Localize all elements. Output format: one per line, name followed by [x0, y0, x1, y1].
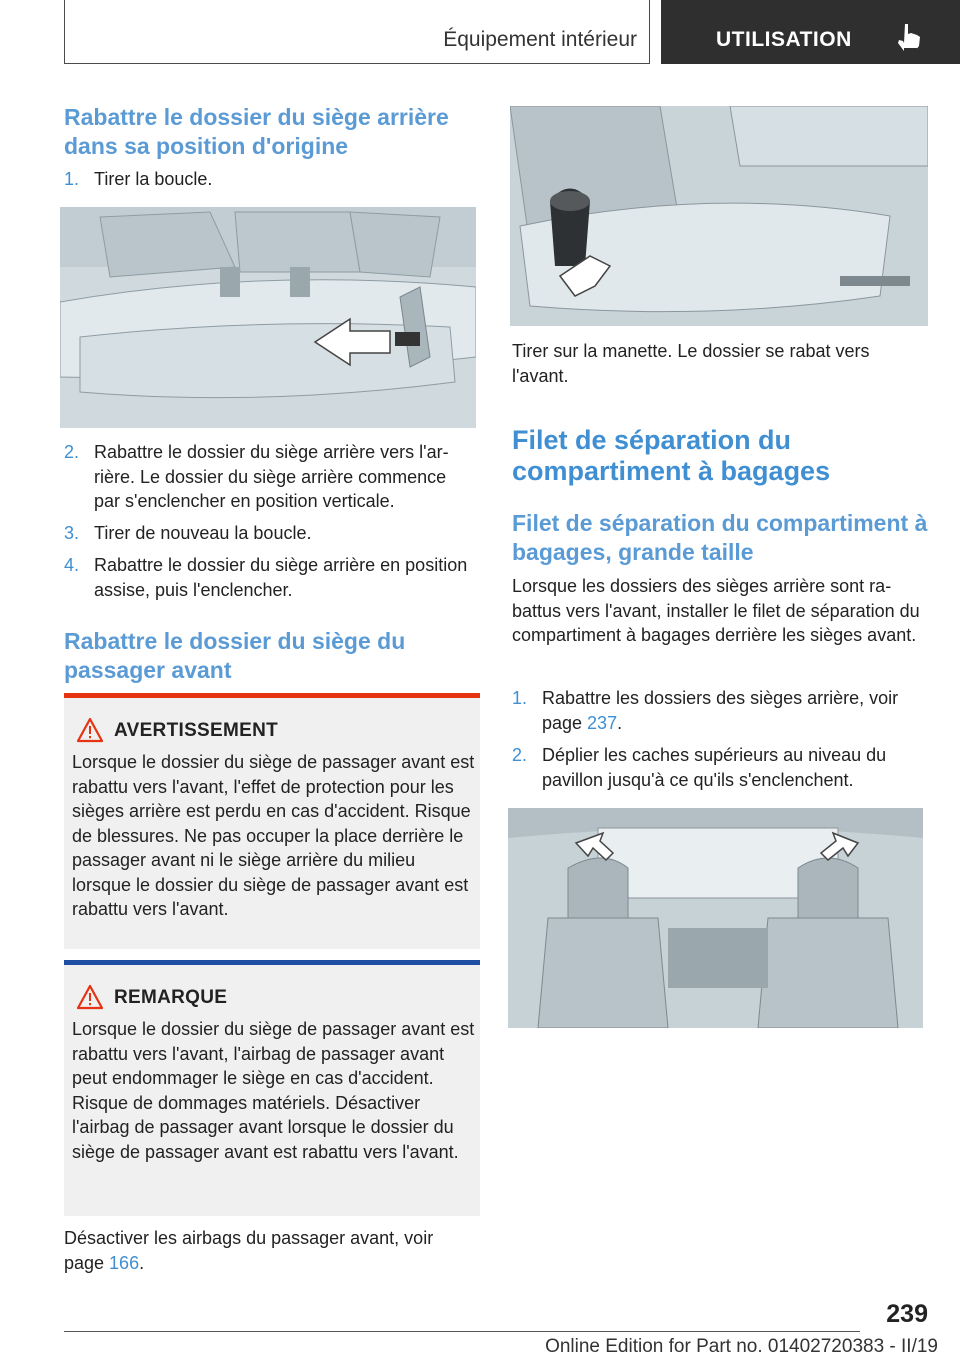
footer-edition: Online Edition for Part no. 01402720383 - II/19 — [545, 1336, 938, 1357]
step-number: 2. — [512, 745, 528, 765]
list-item — [64, 440, 474, 514]
header-chapter-tab — [661, 0, 960, 64]
header-section-tab — [64, 0, 650, 64]
list-item — [64, 167, 474, 192]
list-item — [64, 521, 474, 546]
lever-caption: Tirer sur la manette. Le dossier se rabat vers l'avant. — [512, 341, 870, 386]
step-text: Rabattre le dossier du siège arrière vers l'arrière. Le dossier du siège arrière commence par s'enclencher en position verticale. — [94, 442, 449, 511]
step-text: Tirer la boucle. — [94, 169, 213, 189]
heading-front-passenger-seat: Rabattre le dossier du siège du passager avant — [64, 628, 406, 683]
note-title: REMARQUE — [114, 987, 228, 1008]
warning-box — [64, 693, 480, 949]
page-link-237[interactable]: 237 — [587, 712, 618, 733]
list-item — [512, 743, 922, 793]
step-text: Rabattre les dossiers des sièges arrière, voir page — [542, 688, 899, 733]
warning-title: AVERTISSEMENT — [114, 720, 279, 741]
note-box — [64, 960, 480, 1216]
hand-pointer-icon — [895, 22, 923, 52]
footer-rule — [64, 1331, 860, 1332]
header-section-title: Équipement intérieur — [443, 28, 637, 51]
step-number: 2. — [64, 442, 80, 462]
warning-triangle-icon — [76, 984, 104, 1010]
list-item: 1. Rabattre les dossiers des sièges arrière, voir page 237. — [512, 688, 899, 733]
page-link-166[interactable]: 166 — [109, 1252, 140, 1273]
step-number: 4. — [64, 555, 80, 575]
step-number: 3. — [64, 523, 80, 543]
front-seat-lever-illustration — [510, 106, 928, 326]
note-text: Lorsque le dossier du siège de passager avant est rabattu vers l'avant, l'airbag de passager avant peut endommager le siège en cas d'accident. Risque de dommages matériels. Désactiver l'airbag de passager avant lorsque le dossier du siège de passager avant est rabattu vers l'avant. — [72, 1019, 475, 1162]
step-number: 1. — [512, 688, 528, 708]
page-number: 239 — [886, 1300, 928, 1328]
header-chapter-title: UTILISATION — [716, 28, 852, 51]
list-item — [64, 553, 474, 603]
luggage-net-intro: Lorsque les dossiers des sièges arrière sont rabattus vers l'avant, installer le filet de séparation du compartiment à bagages derrière les sièges avant. — [512, 576, 920, 645]
warning-text: Lorsque le dossier du siège de passager avant est rabattu vers l'avant, l'effet de protection pour les sièges arrière est perdu en cas d'accident. Risque de blessures. Ne pas occuper la place derrière le passager avant ni le siège arrière du milieu lorsque le dossier du siège de passager avant est rabattu vers l'avant. — [72, 752, 475, 919]
heading-rear-seat-restore: Rabattre le dossier du siège arrière dans sa position d'origine — [64, 104, 449, 159]
rear-seat-illustration — [60, 207, 476, 428]
airbag-reference: Désactiver les airbags du passager avant, voir page 166. — [64, 1228, 434, 1273]
step-text: Rabattre le dossier du siège arrière en position assise, puis l'enclencher. — [94, 555, 468, 600]
cabin-interior-illustration — [508, 808, 923, 1028]
heading-luggage-net-large: Filet de séparation du compartiment à bagages, grande taille — [512, 510, 928, 565]
airbag-reference-text: Désactiver les airbags du passager avant, voir page — [64, 1228, 434, 1273]
warning-triangle-icon — [76, 717, 104, 743]
step-number: 1. — [64, 169, 80, 189]
heading-luggage-net: Filet de séparation du compartiment à bagages — [512, 425, 831, 486]
step-text: Tirer de nouveau la boucle. — [94, 523, 312, 543]
step-text: Déplier les caches supérieurs au niveau du pavillon jusqu'à ce qu'ils s'enclenchent. — [542, 745, 887, 790]
